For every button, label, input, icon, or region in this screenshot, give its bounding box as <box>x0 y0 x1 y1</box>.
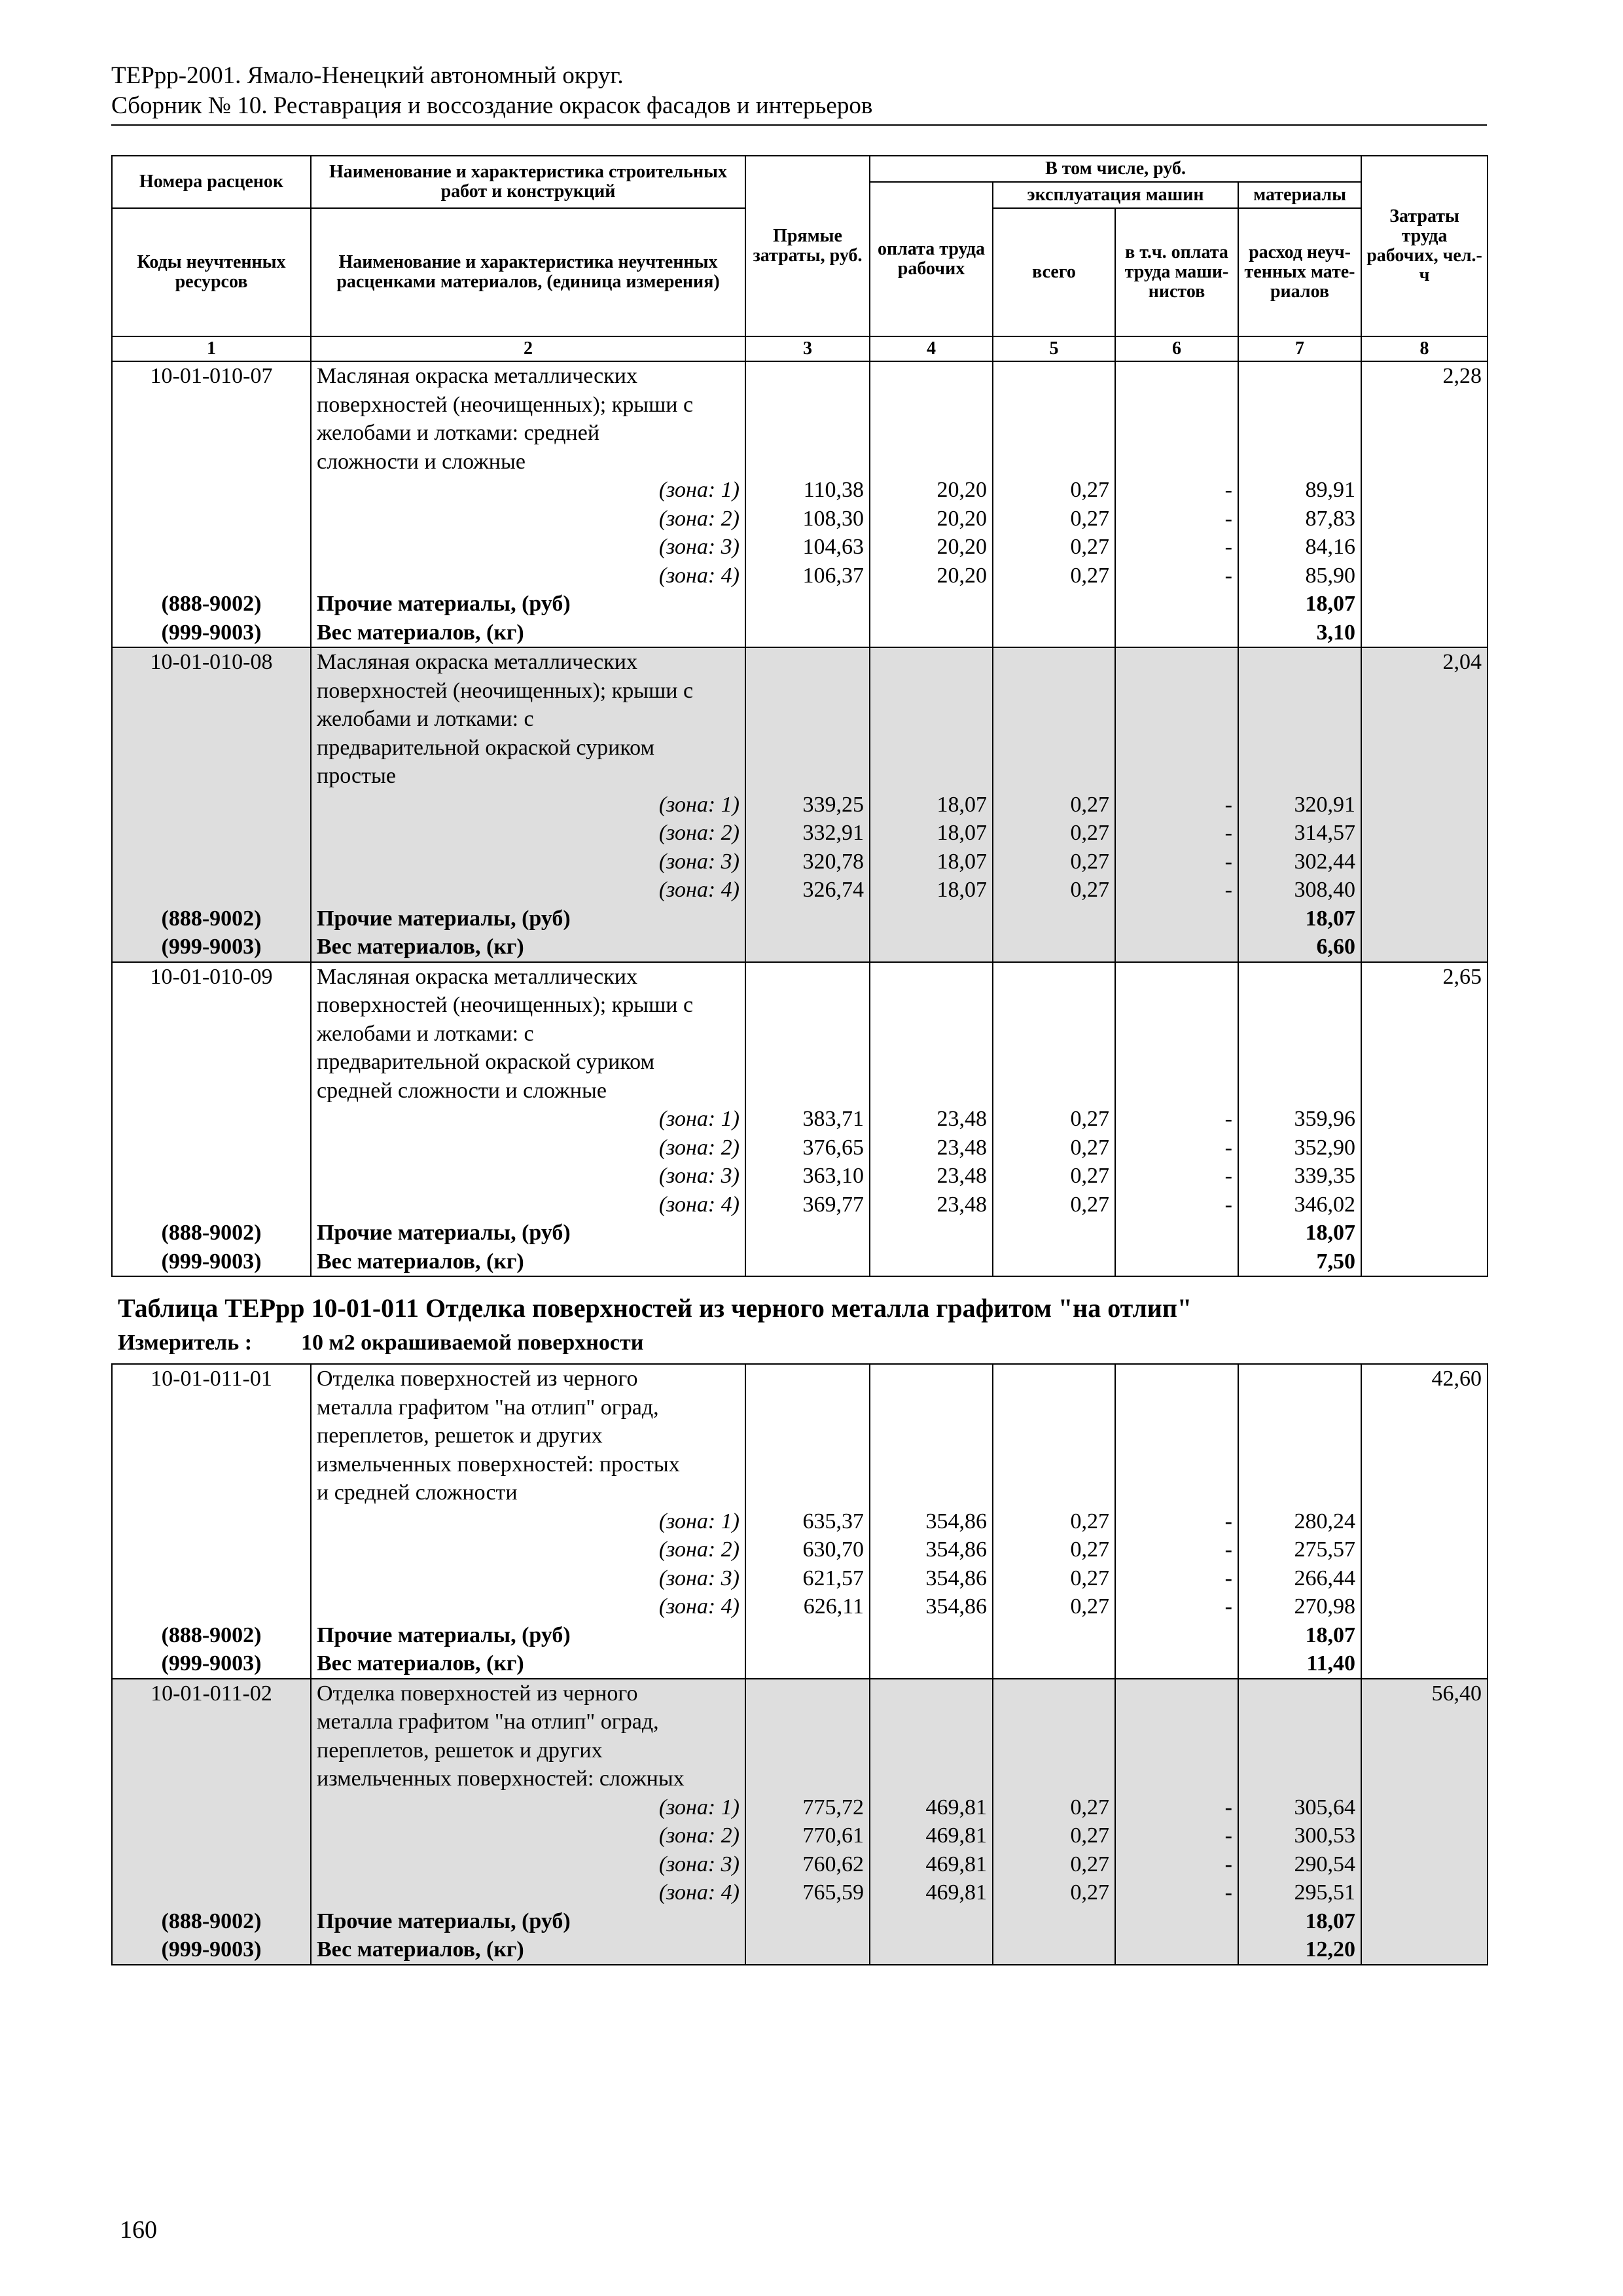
materials-cost: 300,53 <box>1238 1821 1361 1850</box>
direct-costs: 376,65 <box>745 1134 870 1162</box>
table-row <box>112 1850 1488 1879</box>
rate-code: 10-01-011-01 <box>112 1364 311 1393</box>
machinists-wages: - <box>1115 876 1238 905</box>
col-number: 8 <box>1361 336 1488 361</box>
machinists-wages: - <box>1115 1592 1238 1621</box>
materials-cost: 270,98 <box>1238 1592 1361 1621</box>
rate-description: поверхностей (неочищенных); крыши с <box>311 391 745 420</box>
table-row <box>112 1020 1488 1049</box>
materials-cost: 305,64 <box>1238 1793 1361 1822</box>
table-row <box>112 962 1488 992</box>
machinists-wages: - <box>1115 1850 1238 1879</box>
direct-costs: 106,37 <box>745 562 870 590</box>
direct-costs: 765,59 <box>745 1878 870 1907</box>
machines-total: 0,27 <box>993 1507 1115 1536</box>
table-row <box>112 1907 1488 1936</box>
table-row <box>112 819 1488 848</box>
zone-label: (зона: 3) <box>311 848 745 876</box>
wages: 20,20 <box>870 505 993 533</box>
header-work-name: Наименование и характеристика строительных работ и конструкций <box>311 156 745 208</box>
machinists-wages: - <box>1115 1793 1238 1822</box>
zone-label: (зона: 2) <box>311 505 745 533</box>
materials-cost: 314,57 <box>1238 819 1361 848</box>
col-number: 3 <box>745 336 870 361</box>
wages: 354,86 <box>870 1507 993 1536</box>
col-number: 4 <box>870 336 993 361</box>
resource-value: 18,07 <box>1238 1907 1361 1936</box>
zone-label: (зона: 4) <box>311 1191 745 1219</box>
rate-description: простые <box>311 762 745 791</box>
resource-code: (999-9003) <box>112 619 311 648</box>
resource-name: Вес материалов, (кг) <box>311 1247 745 1277</box>
table-row <box>112 1422 1488 1450</box>
document-header-line1: ТЕРрр-2001. Ямало-Ненецкий автономный округ. <box>111 62 624 89</box>
table-row <box>112 1191 1488 1219</box>
zone-label: (зона: 1) <box>311 1105 745 1134</box>
header-machinists-wages: в т.ч. оплата труда маши-нистов <box>1115 208 1238 336</box>
rate-description: Отделка поверхностей из черного <box>311 1679 745 1708</box>
machines-total: 0,27 <box>993 1592 1115 1621</box>
materials-cost: 320,91 <box>1238 791 1361 819</box>
wages: 23,48 <box>870 1191 993 1219</box>
machinists-wages: - <box>1115 1507 1238 1536</box>
measure-value: 10 м2 окрашиваемой поверхности <box>301 1331 644 1355</box>
resource-value: 18,07 <box>1238 905 1361 933</box>
wages: 23,48 <box>870 1162 993 1191</box>
machinists-wages: - <box>1115 1105 1238 1134</box>
labor-cost: 2,28 <box>1361 361 1488 391</box>
resource-name: Вес материалов, (кг) <box>311 619 745 648</box>
resource-name: Вес материалов, (кг) <box>311 1935 745 1965</box>
table-row <box>112 1507 1488 1536</box>
table-row <box>112 1793 1488 1822</box>
rate-description: переплетов, решеток и других <box>311 1422 745 1450</box>
resource-name: Прочие материалы, (руб) <box>311 1621 745 1650</box>
materials-cost: 302,44 <box>1238 848 1361 876</box>
table-row <box>112 1592 1488 1621</box>
labor-cost: 2,65 <box>1361 962 1488 992</box>
resource-code: (888-9002) <box>112 905 311 933</box>
machinists-wages: - <box>1115 1821 1238 1850</box>
zone-label: (зона: 2) <box>311 1535 745 1564</box>
labor-cost: 2,04 <box>1361 647 1488 677</box>
table-row <box>112 991 1488 1020</box>
rate-description: Масляная окраска металлических <box>311 361 745 391</box>
materials-cost: 87,83 <box>1238 505 1361 533</box>
wages: 20,20 <box>870 533 993 562</box>
rate-description: металла графитом "на отлип" оград, <box>311 1393 745 1422</box>
direct-costs: 760,62 <box>745 1850 870 1879</box>
header-unaccounted-materials: расход неуч-тенных мате-риалов <box>1238 208 1361 336</box>
table-row <box>112 1736 1488 1765</box>
zone-label: (зона: 2) <box>311 1821 745 1850</box>
direct-costs: 626,11 <box>745 1592 870 1621</box>
machines-total: 0,27 <box>993 533 1115 562</box>
table-row <box>112 1821 1488 1850</box>
zone-label: (зона: 2) <box>311 1134 745 1162</box>
resource-name: Прочие материалы, (руб) <box>311 905 745 933</box>
resource-value: 18,07 <box>1238 590 1361 619</box>
wages: 469,81 <box>870 1878 993 1907</box>
table-row <box>112 791 1488 819</box>
machines-total: 0,27 <box>993 1134 1115 1162</box>
materials-cost: 339,35 <box>1238 1162 1361 1191</box>
table-row <box>112 848 1488 876</box>
resource-value: 12,20 <box>1238 1935 1361 1965</box>
rate-description: поверхностей (неочищенных); крыши с <box>311 677 745 706</box>
wages: 469,81 <box>870 1850 993 1879</box>
resource-value: 7,50 <box>1238 1247 1361 1277</box>
header-direct-costs: Прямые затраты, руб. <box>745 156 870 336</box>
materials-cost: 295,51 <box>1238 1878 1361 1907</box>
col-number: 1 <box>112 336 311 361</box>
machinists-wages: - <box>1115 1878 1238 1907</box>
resource-value: 18,07 <box>1238 1621 1361 1650</box>
table-row <box>112 533 1488 562</box>
machines-total: 0,27 <box>993 1793 1115 1822</box>
wages: 18,07 <box>870 848 993 876</box>
table-row <box>112 762 1488 791</box>
direct-costs: 326,74 <box>745 876 870 905</box>
table-row <box>112 1479 1488 1507</box>
measure-label: Измеритель : <box>118 1331 253 1355</box>
machines-total: 0,27 <box>993 876 1115 905</box>
resource-code: (999-9003) <box>112 933 311 962</box>
machines-total: 0,27 <box>993 1821 1115 1850</box>
rate-code: 10-01-010-07 <box>112 361 311 391</box>
table-row <box>112 1765 1488 1793</box>
resource-name: Прочие материалы, (руб) <box>311 590 745 619</box>
direct-costs: 332,91 <box>745 819 870 848</box>
col-number: 2 <box>311 336 745 361</box>
machines-total: 0,27 <box>993 1850 1115 1879</box>
wages: 20,20 <box>870 562 993 590</box>
direct-costs: 621,57 <box>745 1564 870 1593</box>
table-row <box>112 1077 1488 1105</box>
direct-costs: 363,10 <box>745 1162 870 1191</box>
zone-label: (зона: 2) <box>311 819 745 848</box>
resource-value: 11,40 <box>1238 1649 1361 1679</box>
table-row <box>112 1708 1488 1736</box>
resource-name: Вес материалов, (кг) <box>311 933 745 962</box>
rate-description: сложности и сложные <box>311 448 745 476</box>
header-material-name: Наименование и характеристика неучтенных расценками материалов, (единица измерения) <box>311 208 745 336</box>
wages: 18,07 <box>870 819 993 848</box>
table-row <box>112 1134 1488 1162</box>
direct-costs: 383,71 <box>745 1105 870 1134</box>
zone-label: (зона: 3) <box>311 1564 745 1593</box>
machinists-wages: - <box>1115 819 1238 848</box>
header-materials: материалы <box>1238 182 1361 208</box>
direct-costs: 104,63 <box>745 533 870 562</box>
machines-total: 0,27 <box>993 1162 1115 1191</box>
materials-cost: 280,24 <box>1238 1507 1361 1536</box>
table-row <box>112 1878 1488 1907</box>
machines-total: 0,27 <box>993 1191 1115 1219</box>
machinists-wages: - <box>1115 1162 1238 1191</box>
machinists-wages: - <box>1115 1134 1238 1162</box>
rate-code: 10-01-011-02 <box>112 1679 311 1708</box>
table-row <box>112 1450 1488 1479</box>
zone-label: (зона: 3) <box>311 1850 745 1879</box>
wages: 18,07 <box>870 876 993 905</box>
resource-code: (999-9003) <box>112 1935 311 1965</box>
zone-label: (зона: 3) <box>311 533 745 562</box>
zone-label: (зона: 1) <box>311 476 745 505</box>
table-row <box>112 476 1488 505</box>
direct-costs: 630,70 <box>745 1535 870 1564</box>
materials-cost: 346,02 <box>1238 1191 1361 1219</box>
resource-name: Прочие материалы, (руб) <box>311 1907 745 1936</box>
rate-description: переплетов, решеток и других <box>311 1736 745 1765</box>
rate-description: предварительной окраской суриком <box>311 734 745 762</box>
machines-total: 0,27 <box>993 819 1115 848</box>
table-row <box>112 1105 1488 1134</box>
table-row <box>112 1364 1488 1393</box>
zone-label: (зона: 4) <box>311 1592 745 1621</box>
rate-code: 10-01-010-09 <box>112 962 311 992</box>
machines-total: 0,27 <box>993 791 1115 819</box>
rate-description: предварительной окраской суриком <box>311 1048 745 1077</box>
machines-total: 0,27 <box>993 1878 1115 1907</box>
table-row <box>112 505 1488 533</box>
rate-code: 10-01-010-08 <box>112 647 311 677</box>
machinists-wages: - <box>1115 1191 1238 1219</box>
machines-total: 0,27 <box>993 1564 1115 1593</box>
table-row <box>112 1535 1488 1564</box>
wages: 354,86 <box>870 1535 993 1564</box>
rates-table-10-01-010 <box>111 361 1488 1277</box>
col-number: 5 <box>993 336 1115 361</box>
rate-description: желобами и лотками: средней <box>311 419 745 448</box>
resource-code: (888-9002) <box>112 590 311 619</box>
wages: 23,48 <box>870 1134 993 1162</box>
materials-cost: 359,96 <box>1238 1105 1361 1134</box>
zone-label: (зона: 4) <box>311 876 745 905</box>
materials-cost: 84,16 <box>1238 533 1361 562</box>
table-row <box>112 876 1488 905</box>
rate-description: Масляная окраска металлических <box>311 962 745 992</box>
table-row <box>112 647 1488 677</box>
zone-label: (зона: 4) <box>311 562 745 590</box>
resource-name: Прочие материалы, (руб) <box>311 1219 745 1247</box>
direct-costs: 369,77 <box>745 1191 870 1219</box>
resource-code: (999-9003) <box>112 1649 311 1679</box>
table-row <box>112 1564 1488 1593</box>
zone-label: (зона: 1) <box>311 1507 745 1536</box>
materials-cost: 290,54 <box>1238 1850 1361 1879</box>
table-row <box>112 361 1488 391</box>
rate-description: Отделка поверхностей из черного <box>311 1364 745 1393</box>
machinists-wages: - <box>1115 562 1238 590</box>
rate-description: Масляная окраска металлических <box>311 647 745 677</box>
wages: 18,07 <box>870 791 993 819</box>
rates-table-10-01-011 <box>111 1363 1488 1965</box>
table-row <box>112 705 1488 734</box>
labor-cost: 42,60 <box>1361 1364 1488 1393</box>
machines-total: 0,27 <box>993 1105 1115 1134</box>
machinists-wages: - <box>1115 1564 1238 1593</box>
document-header-line2: Сборник № 10. Реставрация и воссоздание окрасок фасадов и интерьеров <box>111 92 873 119</box>
header-machines-total: всего <box>993 208 1115 336</box>
header-machine-ops: эксплуатация машин <box>993 182 1238 208</box>
resource-code: (888-9002) <box>112 1219 311 1247</box>
table-row <box>112 1935 1488 1965</box>
table-title: Таблица ТЕРрр 10-01-011 Отделка поверхностей из черного металла графитом "на отлип" <box>118 1293 1192 1323</box>
wages: 20,20 <box>870 476 993 505</box>
header-rate-numbers: Номера расценок <box>112 156 311 208</box>
col-number: 7 <box>1238 336 1361 361</box>
materials-cost: 275,57 <box>1238 1535 1361 1564</box>
header-labor: Затраты труда рабочих, чел.-ч <box>1361 156 1488 336</box>
materials-cost: 266,44 <box>1238 1564 1361 1593</box>
table-row <box>112 1162 1488 1191</box>
table-row <box>112 562 1488 590</box>
table-row <box>112 1219 1488 1247</box>
machines-total: 0,27 <box>993 476 1115 505</box>
wages: 23,48 <box>870 1105 993 1134</box>
labor-cost: 56,40 <box>1361 1679 1488 1708</box>
table-row <box>112 590 1488 619</box>
header-rule <box>111 124 1487 126</box>
machinists-wages: - <box>1115 476 1238 505</box>
wages: 354,86 <box>870 1592 993 1621</box>
header-wages: оплата труда рабочих <box>870 182 993 336</box>
resource-code: (999-9003) <box>112 1247 311 1277</box>
machines-total: 0,27 <box>993 848 1115 876</box>
machinists-wages: - <box>1115 533 1238 562</box>
resource-code: (888-9002) <box>112 1621 311 1650</box>
rate-description: поверхностей (неочищенных); крыши с <box>311 991 745 1020</box>
rate-description: средней сложности и сложные <box>311 1077 745 1105</box>
table-header <box>111 155 1488 362</box>
machines-total: 0,27 <box>993 562 1115 590</box>
machinists-wages: - <box>1115 505 1238 533</box>
machinists-wages: - <box>1115 1535 1238 1564</box>
rate-description: измельченных поверхностей: простых <box>311 1450 745 1479</box>
machinists-wages: - <box>1115 848 1238 876</box>
direct-costs: 339,25 <box>745 791 870 819</box>
zone-label: (зона: 3) <box>311 1162 745 1191</box>
table-row <box>112 1393 1488 1422</box>
zone-label: (зона: 1) <box>311 1793 745 1822</box>
materials-cost: 308,40 <box>1238 876 1361 905</box>
machines-total: 0,27 <box>993 505 1115 533</box>
resource-value: 18,07 <box>1238 1219 1361 1247</box>
materials-cost: 89,91 <box>1238 476 1361 505</box>
wages: 354,86 <box>870 1564 993 1593</box>
rate-description: желобами и лотками: с <box>311 705 745 734</box>
table-row <box>112 619 1488 648</box>
wages: 469,81 <box>870 1821 993 1850</box>
table-row <box>112 1679 1488 1708</box>
rate-description: металла графитом "на отлип" оград, <box>311 1708 745 1736</box>
header-resource-codes: Коды неучтенных ресурсов <box>112 208 311 336</box>
header-including: В том числе, руб. <box>870 156 1361 182</box>
resource-code: (888-9002) <box>112 1907 311 1936</box>
table-row <box>112 391 1488 420</box>
rate-description: измельченных поверхностей: сложных <box>311 1765 745 1793</box>
table-row <box>112 448 1488 476</box>
table-row <box>112 419 1488 448</box>
machinists-wages: - <box>1115 791 1238 819</box>
resource-value: 3,10 <box>1238 619 1361 648</box>
machines-total: 0,27 <box>993 1535 1115 1564</box>
rate-description: желобами и лотками: с <box>311 1020 745 1049</box>
measure-line <box>118 1331 644 1355</box>
page-number: 160 <box>120 2216 157 2244</box>
table-row <box>112 1048 1488 1077</box>
table-row <box>112 734 1488 762</box>
direct-costs: 635,37 <box>745 1507 870 1536</box>
table-row <box>112 1649 1488 1679</box>
wages: 469,81 <box>870 1793 993 1822</box>
table-row <box>112 1247 1488 1277</box>
direct-costs: 775,72 <box>745 1793 870 1822</box>
materials-cost: 352,90 <box>1238 1134 1361 1162</box>
resource-value: 6,60 <box>1238 933 1361 962</box>
table-row <box>112 1621 1488 1650</box>
col-number: 6 <box>1115 336 1238 361</box>
zone-label: (зона: 1) <box>311 791 745 819</box>
direct-costs: 770,61 <box>745 1821 870 1850</box>
zone-label: (зона: 4) <box>311 1878 745 1907</box>
rate-description: и средней сложности <box>311 1479 745 1507</box>
direct-costs: 108,30 <box>745 505 870 533</box>
direct-costs: 320,78 <box>745 848 870 876</box>
table-row <box>112 905 1488 933</box>
direct-costs: 110,38 <box>745 476 870 505</box>
table-row <box>112 677 1488 706</box>
table-row <box>112 933 1488 962</box>
materials-cost: 85,90 <box>1238 562 1361 590</box>
resource-name: Вес материалов, (кг) <box>311 1649 745 1679</box>
